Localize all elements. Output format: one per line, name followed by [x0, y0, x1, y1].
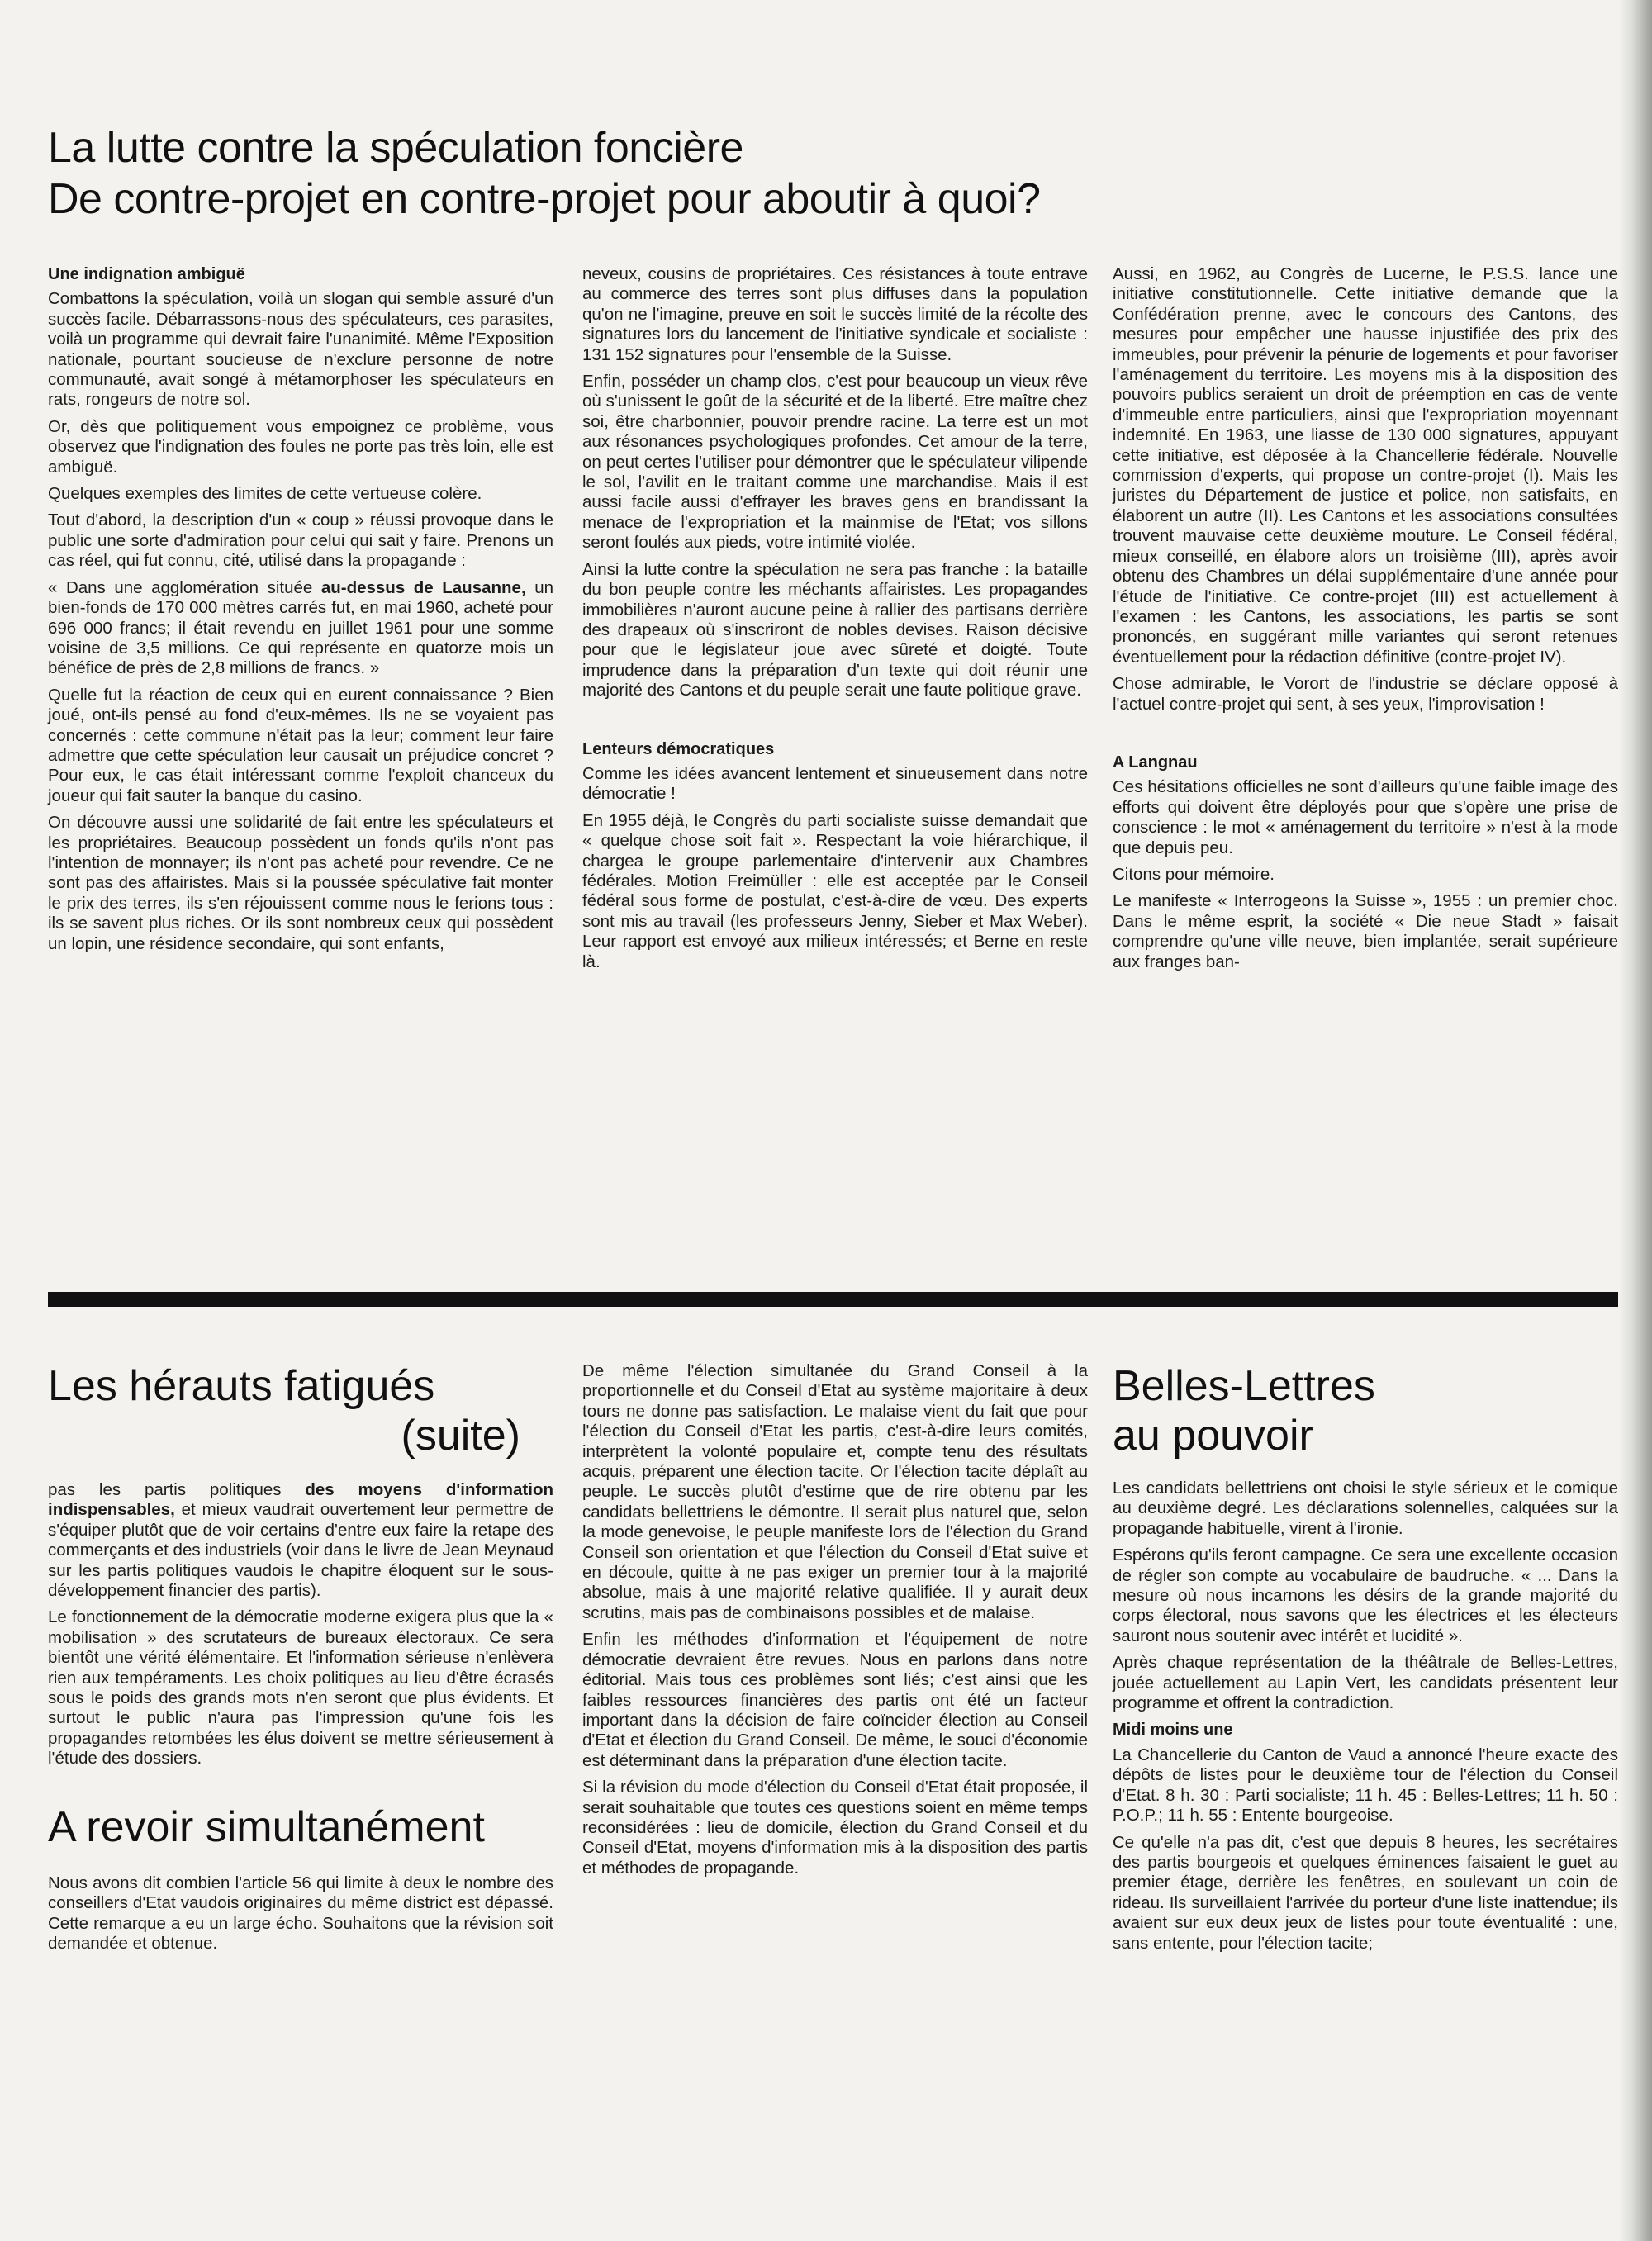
paragraph: On découvre aussi une solidarité de fait entre les spéculateurs et les propriétaires. Beaucoup possèdent un fonds qu'ils n'ont pas l'intention de monnayer; ils n'ont pas acheté pour revendre. Ce ne sont pas des affairistes. Mais si la poussée spéculative fait monter le prix des terres, ils s'en réjouissent comme nous le ferions tous : ils se savent plus riches. Or ils sont nombreux ceux qui possèdent un lopin, une résidence secondaire, qui sont enfants,: [48, 813, 553, 953]
quote-text: un bien-fonds de 170 000 mètres carrés fut, en mai 1960, acheté pour 696 000 francs; il était revendu en juillet 1961 pour une somme voisine de 3,5 millions. Ce qui représente en quatorze mois un bénéfice de près de 2,8 millions de francs. »: [48, 577, 553, 678]
paragraph: Aussi, en 1962, au Congrès de Lucerne, le P.S.S. lance une initiative constitutionnelle. Cette initiative demande que la Confédération prenne, avec le concours des Cantons, des mesures pour empêcher une hausse injustifiée des prix des immeubles, pour prévenir la pénurie de logements et pour favoriser l'aménagement du territoire. Les moyens mis à la disposition des pouvoirs publics seraient un droit de préemption en cas de vente d'immeuble entre particuliers, ainsi que l'expropriation moyennant indemnité. En 1963, une liasse de 130 000 signatures, appuyant cette initiative, est déposée à la Chancellerie fédérale. Nouvelle commission d'experts, qui propose un contre-projet (I). Mais les juristes du Département de justice et police, non satisfaits, en élaborent un autre (II). Les Cantons et les associations consultées trouvent mauvaise cette deuxième mouture. Le Conseil fédéral, mieux conseillé, en élabore alors un troisième (III), après avoir obtenu des Chambres un délai supplémentaire d'une année pour l'étude de l'initiative. Ce contre-projet (III) est actuellement à l'examen : les Cantons, les associations, les partis se sont prononcés, en suggérant mille variantes qui seront retenues éventuellement pour la rédaction définitive (contre-projet IV).: [1113, 264, 1618, 667]
paragraph: Ces hésitations officielles ne sont d'ailleurs qu'une faible image des efforts qui doivent être déployés pour que s'opère une prise de conscience : le mot « aménagement du territoire » n'est à la mode que depuis peu.: [1113, 777, 1618, 857]
main-headline: [48, 122, 1617, 225]
paragraph: Les candidats bellettriens ont choisi le style sérieux et le comique au deuxième degré. Les déclarations solennelles, calquées sur la propagande habituelle, virent à l'ironie.: [1113, 1479, 1618, 1538]
paragraph: Quelle fut la réaction de ceux qui en eurent connaissance ? Bien joué, ont-ils pensé au fond d'eux-mêmes. Ils ne se voyaient pas concernés : cette commune n'était pas la leur; comment leur faire admettre que cette spéculation leur causait un préjudice concret ? Pour eux, le cas était intéressant comme l'exploit chanceux du joueur qui fait sauter la banque du casino.: [48, 685, 553, 805]
paragraph: Ce qu'elle n'a pas dit, c'est que depuis 8 heures, les secrétaires des partis bourgeois et quelques éminences faisaient le guet au premier étage, derrière les fenêtres, en soulevant un coin de rideau. Ils surveillaient l'arrivée du porteur d'une liste inattendue; ils avaient sur eux deux jeux de listes pour toute éventualité : une, sans entente, pour l'élection tacite;: [1113, 1832, 1618, 1953]
bottom-column-2: [582, 1361, 1088, 1885]
bottom-column-1: [48, 1361, 553, 1960]
paragraph: Or, dès que politiquement vous empoignez ce problème, vous observez que l'indignation des foules ne porte pas très loin, elle est ambiguë.: [48, 416, 553, 477]
article-title: au pouvoir: [1113, 1412, 1313, 1460]
article-title: A revoir simultanément: [48, 1802, 485, 1851]
paragraph: Enfin, posséder un champ clos, c'est pour beaucoup un vieux rêve où s'unissent le goût de la sécurité et de la liberté. Etre maître chez soi, être charbonnier, pouvoir prendre racine. La terre est un mot aux résonances psychologiques profondes. Cet amour de la terre, on peut certes l'utiliser pour démontrer que le spéculateur vilipende le sol, l'avilit en le traitant comme une marchandise. Mais il est aussi facile aussi d'effrayer les braves gens en brandissant la menace de l'expropriation et la mainmise de l'Etat; vos sillons seront foulés aux pieds, votre intimité violée.: [582, 372, 1088, 553]
paragraph: La Chancellerie du Canton de Vaud a annoncé l'heure exacte des dépôts de listes pour le deuxième tour de l'élection du Conseil d'Etat. 8 h. 30 : Parti socialiste; 11 h. 45 : Belles-Lettres; 11 h. 50 : P.O.P.; 11 h. 55 : Entente bourgeoise.: [1113, 1745, 1618, 1826]
section-divider: [48, 1292, 1618, 1307]
paragraph: Nous avons dit combien l'article 56 qui limite à deux le nombre des conseillers d'Etat vaudois originaires du même district est dépassé. Cette remarque a eu un large écho. Souhaitons que la révision soit demandée et obtenue.: [48, 1873, 553, 1953]
article-title-suite: (suite): [401, 1412, 520, 1460]
paragraph: Espérons qu'ils feront campagne. Ce sera une excellente occasion de régler son compte au vocabulaire de baudruche. « ... Dans la mesure où nous incarnons les désirs de la grande majorité du corps électoral, nous savons que les électrices et les électeurs sauront nous soutenir avec intérêt et lucidité ».: [1113, 1545, 1618, 1645]
text-run: et mieux vaudrait ouvertement leur permettre de s'équiper plutôt que de voir certains d'entre eux faire la retape des commerçants et des industriels (voir dans le livre de Jean Meynaud sur les partis politiques vaudois le chapitre éloquent sur le sous-développement financier des partis).: [48, 1500, 553, 1601]
section-heading: Midi moins une: [1113, 1721, 1233, 1740]
quote-paragraph: [48, 578, 553, 679]
paragraph: Après chaque représentation de la théâtrale de Belles-Lettres, jouée actuellement au Lapin Vert, les candidats présentent leur programme et offrent la contradiction.: [1113, 1653, 1618, 1713]
headline-line-2: De contre-projet en contre-projet pour aboutir à quoi?: [48, 175, 1041, 223]
quote-text: « Dans une agglomération située: [48, 577, 321, 597]
quote-bold: au-dessus de Lausanne,: [320, 577, 526, 597]
paragraph: Citons pour mémoire.: [1113, 864, 1275, 884]
paragraph: Enfin les méthodes d'information et l'équipement de notre démocratie devraient être revues. Nous en parlons dans notre éditorial. Mais tous ces problèmes sont liés; c'est ainsi que les faibles ressources financières des partis ont été un facteur important dans la décision de faire coïncider élection au Conseil d'Etat et élection du Grand Conseil. De même, le souci d'économie est déterminant dans la préparation d'une élection tacite.: [582, 1630, 1088, 1770]
paragraph: Quelques exemples des limites de cette vertueuse colère.: [48, 484, 482, 504]
paragraph: Ainsi la lutte contre la spéculation ne sera pas franche : la bataille du bon peuple contre les méchants affairistes. Les propagandes immobilières n'auront aucune peine à rallier des partisans derrière des drapeaux où s'inscriront de nobles devises. Raison décisive pour que le législateur joue avec sûreté et doigté. Toute imprudence dans la préparation d'un texte qui doit réunir une majorité des Cantons et du peuple serait une faute politique grave.: [582, 559, 1088, 700]
main-column-2: [582, 264, 1088, 979]
paragraph: De même l'élection simultanée du Grand Conseil à la proportionnelle et du Conseil d'Etat au système majoritaire à deux tours ne donne pas satisfaction. Le malaise vient du fait que pour l'élection du Conseil d'Etat les partis, c'est-à-dire leurs comités, interprètent la volonté populaire et, compte tenu des résultats acquis, préparent une élection tacite. Or l'élection tacite déplaît au peuple. Le succès plutôt d'estime que de rire obtenu par les candidats bellettriens le démontre. Il serait plus naturel que, selon la mode genevoise, le peuple manifeste lors de l'élection du Grand Conseil son orientation et que l'élection du Conseil d'Etat suive et en découle, quitte à ne pas exiger un premier tour à la majorité absolue, mais à une majorité relative qualifiée. Il y aurait deux scrutins, mais pas de combinaisons possibles et de malaise.: [582, 1361, 1088, 1622]
page-edge-shadow: [1619, 0, 1652, 2241]
paragraph: Comme les idées avancent lentement et sinueusement dans notre démocratie !: [582, 763, 1088, 804]
section-heading: Une indignation ambiguë: [48, 265, 245, 283]
main-column-1: [48, 264, 553, 961]
main-column-3: [1113, 264, 1618, 979]
paragraph: En 1955 déjà, le Congrès du parti socialiste suisse demandait que « quelque chose soit fait ». Respectant la voie hiérarchique, il chargea le groupe parlementaire d'intervenir aux Chambres fédérales. Motion Freimüller : elle est acceptée par le Conseil fédéral sous forme de postulat, c'est-à-dire de vœu. Des experts sont mis au travail (les professeurs Jenny, Sieber et Max Weber). Leur rapport est envoyé aux milieux intéressés; et Berne en reste là.: [582, 810, 1088, 971]
paragraph: Le manifeste « Interrogeons la Suisse », 1955 : un premier choc. Dans le même esprit, la société « Die neue Stadt » faisait comprendre qu'une ville neuve, bien implantée, serait supérieure aux franges ban-: [1113, 891, 1618, 971]
paragraph: Chose admirable, le Vorort de l'industrie se déclare opposé à l'actuel contre-projet qui sent, à ses yeux, l'improvisation !: [1113, 674, 1618, 714]
paragraph: Tout d'abord, la description d'un « coup » réussi provoque dans le public une sorte d'admiration pour celui qui sait y faire. Prenons un cas réel, qui fut connu, cité, utilisé dans la propagande :: [48, 510, 553, 571]
headline-line-1: La lutte contre la spéculation foncière: [48, 124, 743, 172]
bold-run: des moyens d'information indispensables,: [48, 1480, 553, 1520]
paragraph: [48, 1480, 553, 1601]
bottom-column-3: [1113, 1361, 1618, 1960]
text-run: pas les partis politiques: [48, 1480, 306, 1499]
paragraph: Combattons la spéculation, voilà un slogan qui semble assuré d'un succès facile. Débarrassons-nous des spéculateurs, ces parasites, voilà un programme qui devrait faire l'unanimité. Même l'Exposition nationale, pourtant soucieuse de n'exclure personne de notre communauté, avait songé à métamorphoser les spéculateurs en rats, rongeurs de notre sol.: [48, 289, 553, 410]
section-heading: Lenteurs démocratiques: [582, 739, 775, 758]
paragraph: Le fonctionnement de la démocratie moderne exigera plus que la « mobilisation » des scrutateurs de bureaux électoraux. Ce sera bientôt une vérité élémentaire. Et l'information sérieuse n'enlèvera rien aux tempéraments. Les choix politiques au lieu d'être écrasés sous le poids des grands mots n'en seront que plus évidents. Et surtout le public n'aura pas l'impression qu'une fois les propagandes retombées les élus doivent se mettre sérieusement à l'étude des dossiers.: [48, 1607, 553, 1769]
paragraph: neveux, cousins de propriétaires. Ces résistances à toute entrave au commerce des terres sont plus diffuses dans la population qu'on ne l'imagine, preuve en soit le succès limité de la récolte des signatures lors du lancement de l'initiative syndicale et socialiste : 131 152 signatures pour l'ensemble de la Suisse.: [582, 264, 1088, 364]
paragraph: Si la révision du mode d'élection du Conseil d'Etat était proposée, il serait souhaitable que toutes ces questions soient en même temps reconsidérées : lieu de domicile, élection du Grand Conseil et du Conseil d'Etat, moyens d'information mis à la disposition des partis et méthodes de propagande.: [582, 1778, 1088, 1878]
section-heading: A Langnau: [1113, 753, 1198, 772]
article-title: Belles-Lettres: [1113, 1362, 1375, 1410]
article-title: Les hérauts fatigués: [48, 1362, 435, 1410]
